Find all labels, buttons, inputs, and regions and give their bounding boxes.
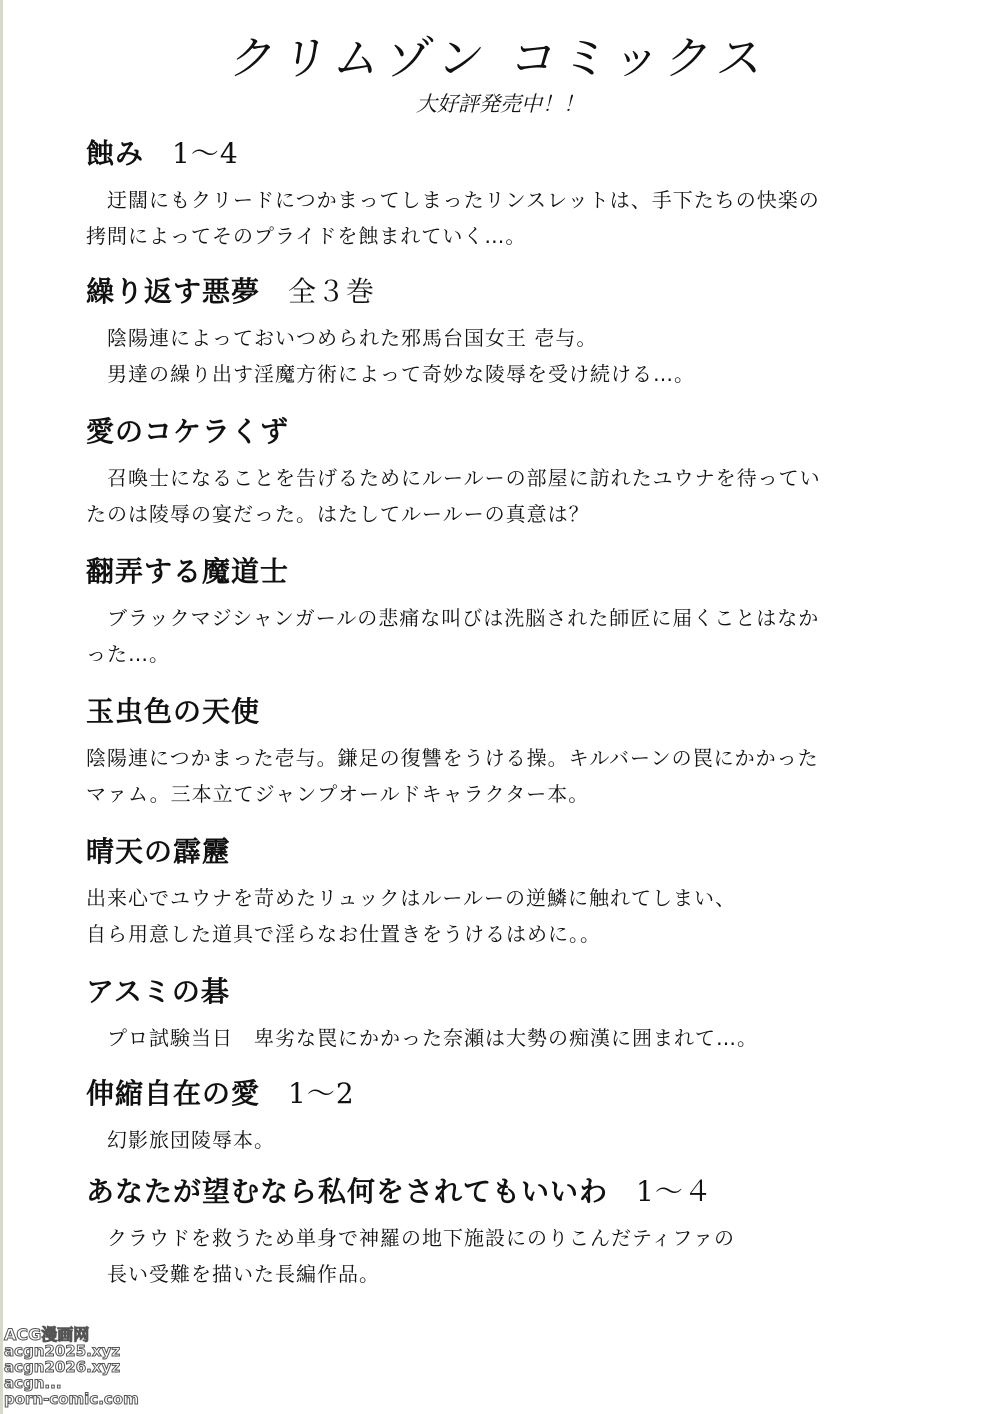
entry-title-text: 伸縮自在の愛	[86, 1077, 261, 1110]
catalog-entry	[86, 1172, 926, 1292]
description-line: った…。	[86, 642, 170, 666]
catalog-entry	[86, 832, 926, 952]
watermark-text: acgn2025.xyz	[4, 1342, 121, 1360]
description-line: 陰陽連によっておいつめられた邪馬台国女王 壱与。	[86, 326, 598, 350]
entry-title-text: 玉虫色の天使	[86, 695, 261, 728]
entry-title-text: 愛のコケラくず	[86, 415, 290, 448]
entry-title-text: 繰り返す悪夢	[86, 275, 261, 308]
entry-title	[86, 1172, 926, 1212]
entry-title	[86, 134, 926, 174]
entry-title	[86, 552, 926, 592]
entry-title-text: 翻弄する魔道士	[86, 555, 290, 588]
description-line: 長い受難を描いた長編作品。	[86, 1262, 380, 1286]
description-line: マァム。三本立てジャンプオールドキャラクター本。	[86, 782, 590, 806]
page-title: クリムゾン コミックス	[226, 31, 773, 85]
entry-description	[86, 1220, 926, 1292]
description-line: 幻影旅団陵辱本。	[86, 1128, 275, 1152]
catalog-entry	[86, 1074, 926, 1158]
description-line: プロ試験当日 卑劣な罠にかかった奈瀬は大勢の痴漢に囲まれて…。	[86, 1026, 758, 1050]
catalog-entry	[86, 972, 926, 1056]
entry-description	[86, 320, 926, 392]
entry-title	[86, 832, 926, 872]
description-line: ブラックマジシャンガールの悲痛な叫びは洗脳された師匠に届くことはなか	[86, 606, 820, 630]
entry-description	[86, 460, 926, 532]
entry-title-text: あなたが望むなら私何をされてもいいわ	[86, 1175, 609, 1208]
description-line: 自ら用意した道具で淫らなお仕置きをうけるはめに。。	[86, 922, 601, 946]
entry-volumes: 1〜４	[636, 1175, 713, 1208]
entry-volumes: 1〜4	[172, 137, 239, 170]
page-subtitle: 大好評発売中！！	[416, 92, 584, 116]
watermark-text: ACG漫画网	[4, 1325, 90, 1344]
entry-title-text: 蝕み	[86, 137, 145, 170]
catalog-entry	[86, 552, 926, 672]
entry-description	[86, 600, 926, 672]
entry-volumes: 1〜2	[288, 1077, 355, 1110]
catalog-entry	[86, 412, 926, 532]
watermark-text: porn-comic.com	[4, 1390, 139, 1408]
catalog-entry	[86, 272, 926, 392]
description-line: 出来心でユウナを苛めたリュックはルールーの逆鱗に触れてしまい、	[86, 886, 736, 910]
entry-title	[86, 692, 926, 732]
entry-description	[86, 1122, 926, 1158]
entry-volumes: 全３巻	[288, 275, 376, 308]
entry-title-text: アスミの碁	[86, 975, 230, 1008]
entry-title	[86, 1074, 926, 1114]
entry-description	[86, 740, 926, 812]
watermark-text: acgn2026.xyz	[4, 1358, 121, 1376]
description-line: 陰陽連につかまった壱与。鎌足の復讐をうける操。キルバーンの罠にかかった	[86, 746, 819, 770]
catalog-entry	[86, 134, 926, 254]
entry-title-text: 晴天の霹靂	[86, 835, 232, 868]
entry-description	[86, 182, 926, 254]
description-line: たのは陵辱の宴だった。はたしてルールーの真意は？	[86, 502, 590, 526]
description-line: 男達の繰り出す淫魔方術によって奇妙な陵辱を受け続ける…。	[86, 362, 695, 386]
description-line: 召喚士になることを告げるためにルールーの部屋に訪れたユウナを待ってい	[86, 466, 821, 490]
entry-title	[86, 272, 926, 312]
description-line: クラウドを救うため単身で神羅の地下施設にのりこんだティファの	[86, 1226, 735, 1250]
entry-description	[86, 880, 926, 952]
description-line: 迂闊にもクリードにつかまってしまったリンスレットは、手下たちの快楽の	[86, 188, 820, 212]
page-edge	[0, 0, 3, 1414]
description-line: 拷問によってそのプライドを蝕まれていく…。	[86, 224, 527, 248]
entry-title	[86, 412, 926, 452]
entry-description	[86, 1020, 926, 1056]
watermark-text: acgn...	[4, 1374, 62, 1392]
catalog-entry	[86, 692, 926, 812]
entry-title	[86, 972, 926, 1012]
